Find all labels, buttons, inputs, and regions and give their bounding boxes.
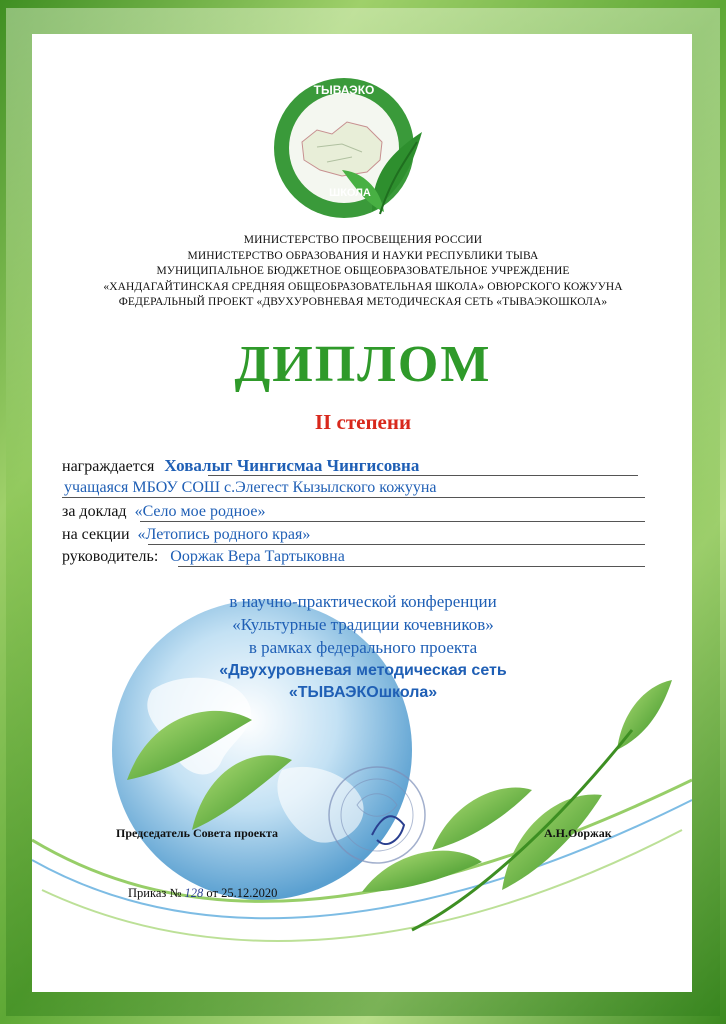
section-row (62, 526, 310, 544)
signature-name: А.Н.Ооржак (544, 826, 612, 840)
header-line: МУНИЦИПАЛЬНОЕ БЮДЖЕТНОЕ ОБЩЕОБРАЗОВАТЕЛЬНОЕ УЧРЕЖДЕНИЕ (156, 265, 570, 277)
underline (140, 521, 645, 522)
conference-line-1: в научно-практической конференции (229, 592, 497, 611)
order-number: 128 (184, 886, 204, 900)
order-label: Приказ № (128, 886, 182, 900)
student-value: учащаяся МБОУ СОШ с.Элегест Кызылского кожууна (64, 479, 437, 496)
student-row (64, 479, 437, 497)
underline (148, 544, 645, 545)
header-line: МИНИСТЕРСТВО ОБРАЗОВАНИЯ И НАУКИ РЕСПУБЛИКИ ТЫВА (187, 249, 539, 262)
tyvaeco-school-logo (272, 72, 432, 222)
order-date: от 25.12.2020 (206, 886, 278, 900)
underline (62, 497, 645, 498)
section-value: «Летопись родного края» (137, 526, 311, 543)
header-line: ФЕДЕРАЛЬНЫЙ ПРОЕКТ «ДВУХУРОВНЕВАЯ МЕТОДИЧЕСКАЯ СЕТЬ «ТЫВАЭКОШКОЛА» (118, 296, 608, 308)
logo-bottom-text: ШКОЛА (329, 187, 371, 199)
conference-line-5: «ТЫВАЭКОшкола» (288, 684, 438, 701)
signature-role: Председатель Совета проекта (116, 826, 279, 840)
report-row (62, 503, 265, 521)
diploma-title: ДИПЛОМ (234, 336, 492, 393)
header-block (60, 233, 666, 311)
globe-leaves-decoration (32, 600, 692, 992)
report-label: за доклад (62, 503, 127, 520)
conference-line-2: «Культурные традиции кочевников» (232, 615, 494, 634)
logo-top-text: ТЫВАЭКО (313, 83, 375, 97)
supervisor-value: Ооржак Вера Тартыковна (170, 548, 345, 565)
awarded-row (62, 456, 419, 476)
underline (208, 475, 638, 476)
report-value: «Село мое родное» (134, 503, 266, 520)
header-line: МИНИСТЕРСТВО ПРОСВЕЩЕНИЯ РОССИИ (243, 234, 483, 246)
conference-line-3: в рамках федерального проекта (248, 638, 478, 657)
awarded-value: Ховалыг Чингисмаа Чингисовна (164, 456, 420, 475)
order-line (128, 886, 277, 901)
supervisor-label: руководитель: (62, 548, 159, 565)
diploma-degree: II степени (314, 410, 412, 434)
section-label: на секции (62, 526, 130, 543)
awarded-label: награждается (62, 458, 155, 475)
underline (178, 566, 645, 567)
supervisor-row (62, 548, 345, 566)
header-line: «ХАНДАГАЙТИНСКАЯ СРЕДНЯЯ ОБЩЕОБРАЗОВАТЕЛЬНАЯ ШКОЛА» ОВЮРСКОГО КОЖУУНА (103, 280, 623, 293)
conference-line-4: «Двухуровневая методическая сеть (219, 662, 507, 679)
